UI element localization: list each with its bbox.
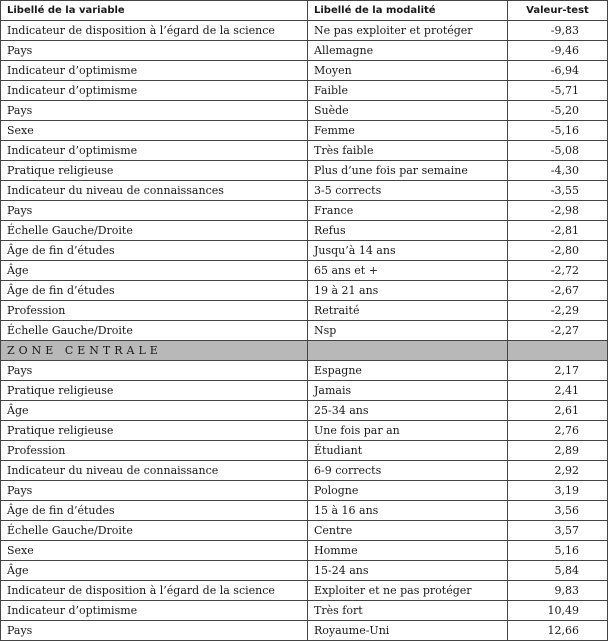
cell-modalite: Jusqu’à 14 ans <box>308 241 508 261</box>
cell-valeur-test: 12,66 <box>508 621 608 641</box>
cell-variable: Indicateur du niveau de connaissance <box>1 461 308 481</box>
cell-modalite: Très faible <box>308 141 508 161</box>
cell-variable: Sexe <box>1 541 308 561</box>
cell-variable: Pays <box>1 101 308 121</box>
cell-modalite: Centre <box>308 521 508 541</box>
cell-modalite: Pologne <box>308 481 508 501</box>
cell-variable: Indicateur du niveau de connaissances <box>1 181 308 201</box>
cell-modalite: Moyen <box>308 61 508 81</box>
table-row <box>1 61 608 81</box>
table-row <box>1 241 608 261</box>
cell-modalite: Suède <box>308 101 508 121</box>
cell-valeur-test: -2,67 <box>508 281 608 301</box>
table-row <box>1 441 608 461</box>
cell-valeur-test: -9,46 <box>508 41 608 61</box>
table-row <box>1 381 608 401</box>
cell-modalite: Très fort <box>308 601 508 621</box>
cell-valeur-test: -2,81 <box>508 221 608 241</box>
cell-modalite: 15-24 ans <box>308 561 508 581</box>
cell-variable: Âge <box>1 261 308 281</box>
cell-valeur-test: 10,49 <box>508 601 608 621</box>
table-row <box>1 121 608 141</box>
cell-variable: Âge <box>1 401 308 421</box>
table-row <box>1 221 608 241</box>
table-row <box>1 181 608 201</box>
table-row <box>1 581 608 601</box>
cell-valeur-test: -9,83 <box>508 21 608 41</box>
table-row <box>1 261 608 281</box>
cell-modalite: Nsp <box>308 321 508 341</box>
cell-valeur-test: 5,16 <box>508 541 608 561</box>
cell-modalite: Étudiant <box>308 441 508 461</box>
section-divider <box>1 341 608 361</box>
cell-valeur-test: -5,71 <box>508 81 608 101</box>
cell-valeur-test: -5,16 <box>508 121 608 141</box>
cell-valeur-test: -6,94 <box>508 61 608 81</box>
table-row <box>1 621 608 641</box>
table-row <box>1 541 608 561</box>
cell-variable: Indicateur d’optimisme <box>1 61 308 81</box>
cell-modalite: Une fois par an <box>308 421 508 441</box>
cell-variable: Pratique religieuse <box>1 161 308 181</box>
cell-variable: Âge de fin d’études <box>1 281 308 301</box>
cell-variable: Pratique religieuse <box>1 421 308 441</box>
cell-valeur-test: 3,57 <box>508 521 608 541</box>
cell-modalite: 25-34 ans <box>308 401 508 421</box>
cell-valeur-test: 2,61 <box>508 401 608 421</box>
cell-variable: Pays <box>1 201 308 221</box>
cell-variable: Échelle Gauche/Droite <box>1 221 308 241</box>
table-row <box>1 41 608 61</box>
cell-variable: Indicateur d’optimisme <box>1 601 308 621</box>
table-row <box>1 201 608 221</box>
table-row <box>1 461 608 481</box>
cell-modalite: 3-5 corrects <box>308 181 508 201</box>
rows-negative <box>1 21 608 341</box>
cell-valeur-test: 2,89 <box>508 441 608 461</box>
cell-variable: Âge <box>1 561 308 581</box>
cell-variable: Échelle Gauche/Droite <box>1 521 308 541</box>
rows-positive <box>1 361 608 641</box>
cell-variable: Pays <box>1 481 308 501</box>
cell-modalite: 19 à 21 ans <box>308 281 508 301</box>
table-row <box>1 81 608 101</box>
table-row <box>1 101 608 121</box>
cell-valeur-test: 2,76 <box>508 421 608 441</box>
table-row <box>1 161 608 181</box>
table-row <box>1 481 608 501</box>
cell-modalite: Retraité <box>308 301 508 321</box>
cell-variable: Indicateur de disposition à l’égard de la science <box>1 581 308 601</box>
cell-modalite: Femme <box>308 121 508 141</box>
table-row <box>1 141 608 161</box>
cell-valeur-test: 5,84 <box>508 561 608 581</box>
cell-modalite: 6-9 corrects <box>308 461 508 481</box>
cell-variable: Pays <box>1 361 308 381</box>
cell-modalite: Ne pas exploiter et protéger <box>308 21 508 41</box>
cell-valeur-test: 2,92 <box>508 461 608 481</box>
cell-modalite: Plus d’une fois par semaine <box>308 161 508 181</box>
table-row <box>1 561 608 581</box>
cell-valeur-test: -2,27 <box>508 321 608 341</box>
cell-variable: Sexe <box>1 121 308 141</box>
table-row <box>1 401 608 421</box>
table-row <box>1 521 608 541</box>
cell-modalite: 65 ans et + <box>308 261 508 281</box>
zone-centrale-blank-valeur <box>508 341 608 361</box>
table-row <box>1 21 608 41</box>
cell-variable: Indicateur d’optimisme <box>1 81 308 101</box>
cell-variable: Échelle Gauche/Droite <box>1 321 308 341</box>
header-modalite: Libellé de la modalité <box>308 1 508 21</box>
cell-valeur-test: 3,19 <box>508 481 608 501</box>
zone-centrale-label: ZONE CENTRALE <box>1 341 308 361</box>
table-row <box>1 321 608 341</box>
header-row <box>1 1 608 21</box>
cell-valeur-test: -5,20 <box>508 101 608 121</box>
cell-modalite: Royaume-Uni <box>308 621 508 641</box>
cell-valeur-test: -2,80 <box>508 241 608 261</box>
table-row <box>1 281 608 301</box>
cell-modalite: Faible <box>308 81 508 101</box>
cell-modalite: France <box>308 201 508 221</box>
header-variable: Libellé de la variable <box>1 1 308 21</box>
cell-variable: Indicateur d’optimisme <box>1 141 308 161</box>
cell-variable: Profession <box>1 301 308 321</box>
cell-modalite: 15 à 16 ans <box>308 501 508 521</box>
cell-variable: Âge de fin d’études <box>1 241 308 261</box>
table-row <box>1 501 608 521</box>
cell-valeur-test: -4,30 <box>508 161 608 181</box>
cell-variable: Pratique religieuse <box>1 381 308 401</box>
table-row <box>1 301 608 321</box>
cell-valeur-test: 9,83 <box>508 581 608 601</box>
cell-valeur-test: 2,41 <box>508 381 608 401</box>
zone-centrale-blank-modalite <box>308 341 508 361</box>
cell-valeur-test: -2,72 <box>508 261 608 281</box>
cell-variable: Pays <box>1 41 308 61</box>
cell-variable: Âge de fin d’études <box>1 501 308 521</box>
header-valeur-test: Valeur-test <box>508 1 608 21</box>
cell-valeur-test: 3,56 <box>508 501 608 521</box>
cell-modalite: Espagne <box>308 361 508 381</box>
cell-variable: Pays <box>1 621 308 641</box>
table-row <box>1 421 608 441</box>
cell-modalite: Homme <box>308 541 508 561</box>
cell-modalite: Allemagne <box>308 41 508 61</box>
cell-modalite: Refus <box>308 221 508 241</box>
cell-valeur-test: 2,17 <box>508 361 608 381</box>
cell-variable: Indicateur de disposition à l’égard de la science <box>1 21 308 41</box>
cell-modalite: Jamais <box>308 381 508 401</box>
cell-variable: Profession <box>1 441 308 461</box>
cell-valeur-test: -3,55 <box>508 181 608 201</box>
cell-valeur-test: -5,08 <box>508 141 608 161</box>
cell-valeur-test: -2,98 <box>508 201 608 221</box>
zone-centrale-row <box>1 341 608 361</box>
cell-valeur-test: -2,29 <box>508 301 608 321</box>
table-row <box>1 361 608 381</box>
cell-modalite: Exploiter et ne pas protéger <box>308 581 508 601</box>
table-row <box>1 601 608 621</box>
